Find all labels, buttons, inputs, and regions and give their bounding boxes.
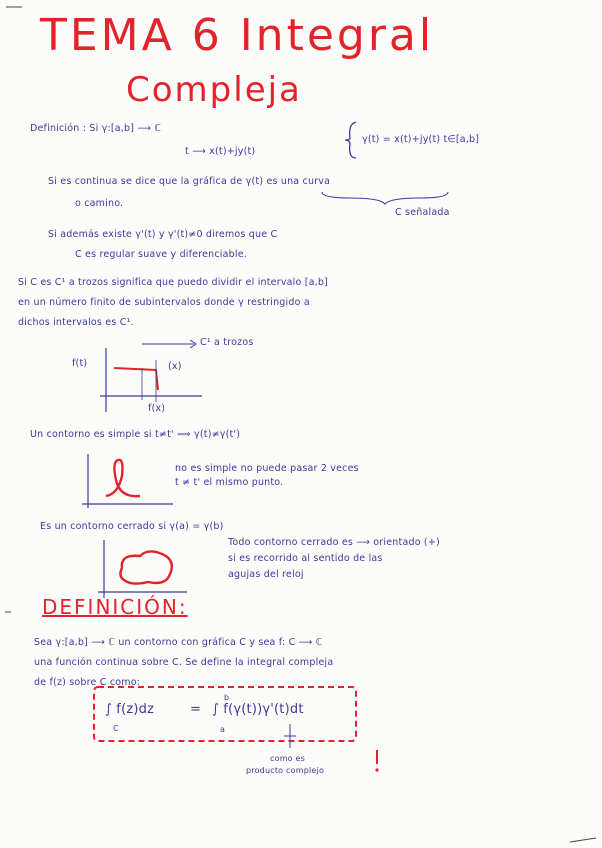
simple-note-line-b: t ≠ t' el mismo punto. bbox=[175, 477, 284, 488]
simple-contour-line: Un contorno es simple si t≠t' ⟹ γ(t)≠γ(t') bbox=[30, 429, 241, 440]
corner-mark-icon bbox=[4, 2, 24, 12]
figure-1-right-label: (x) bbox=[168, 361, 182, 372]
integral-equals: = bbox=[190, 702, 202, 717]
figure-1-bottom-label: f(x) bbox=[148, 403, 166, 414]
closed-note-line-a: Todo contorno cerrado es ⟶ orientado (+) bbox=[228, 537, 440, 548]
margin-dash-icon bbox=[4, 608, 12, 616]
integral-left-subscript: C bbox=[113, 724, 119, 733]
paragraph-line-c: dichos intervalos es C¹. bbox=[18, 317, 134, 328]
integral-note-line-a: como es bbox=[270, 754, 306, 763]
definition-body-line-b: una función continua sobre C. Se define la integral compleja bbox=[34, 657, 334, 668]
page-corner-icon bbox=[568, 834, 598, 846]
page-subtitle: Compleja bbox=[126, 70, 302, 110]
underbrace-icon bbox=[320, 190, 450, 206]
bullet-1-line-b: o camino. bbox=[75, 198, 124, 209]
page-title: TEMA 6 Integral bbox=[40, 10, 435, 61]
non-simple-curve-figure bbox=[78, 450, 178, 520]
integral-right-side: ∫ f(γ(t))γ'(t)dt bbox=[212, 702, 304, 717]
brace-icon bbox=[342, 120, 362, 160]
simple-note-line-a: no es simple no puede pasar 2 veces bbox=[175, 463, 359, 474]
closed-note-line-b: si es recorrido al sentido de las bbox=[228, 553, 383, 564]
definition-body-line-c: de f(z) sobre C como: bbox=[34, 677, 141, 688]
pointer-line-icon bbox=[280, 722, 300, 752]
definition-body-line-a: Sea γ:[a,b] ⟶ ℂ un contorno con gráfica C y sea f: C ⟶ ℂ bbox=[34, 637, 323, 648]
bullet-2-line-b: C es regular suave y diferenciable. bbox=[75, 249, 248, 260]
bullet-2-line-a: Si además existe γ'(t) y γ'(t)≠0 diremos que C bbox=[48, 229, 278, 240]
closed-contour-line: Es un contorno cerrado si γ(a) = γ(b) bbox=[40, 521, 224, 532]
arrow-icon bbox=[140, 338, 200, 350]
figure-1-label: C¹ a trozos bbox=[200, 337, 254, 348]
exclamation-icon bbox=[372, 748, 382, 774]
paragraph-line-a: Si C es C¹ a trozos significa que puedo dividir el intervalo [a,b] bbox=[18, 277, 329, 288]
integral-right-upper-limit: b bbox=[224, 693, 230, 702]
closed-note-line-c: agujas del reloj bbox=[228, 569, 304, 580]
integral-right-lower-limit: a bbox=[220, 725, 226, 734]
definition-line-2: t ⟶ x(t)+jy(t) bbox=[185, 146, 256, 157]
integral-left-side: ∫ f(z)dz bbox=[105, 702, 155, 717]
definition-formula: γ(t) = x(t)+jy(t) t∈[a,b] bbox=[362, 134, 480, 145]
figure-1-left-label: f(t) bbox=[72, 358, 88, 369]
integral-note-line-b: producto complejo bbox=[246, 766, 325, 775]
paragraph-line-b: en un número finito de subintervalos donde γ restringido a bbox=[18, 297, 310, 308]
definition-line-1: Definición : Si γ:[a,b] ⟶ ℂ bbox=[30, 123, 162, 134]
definition-heading: DEFINICIÓN: bbox=[42, 595, 188, 619]
bullet-1-note: C señalada bbox=[395, 207, 450, 218]
bullet-1-line-a: Si es continua se dice que la gráfica de γ(t) es una curva bbox=[48, 176, 331, 187]
